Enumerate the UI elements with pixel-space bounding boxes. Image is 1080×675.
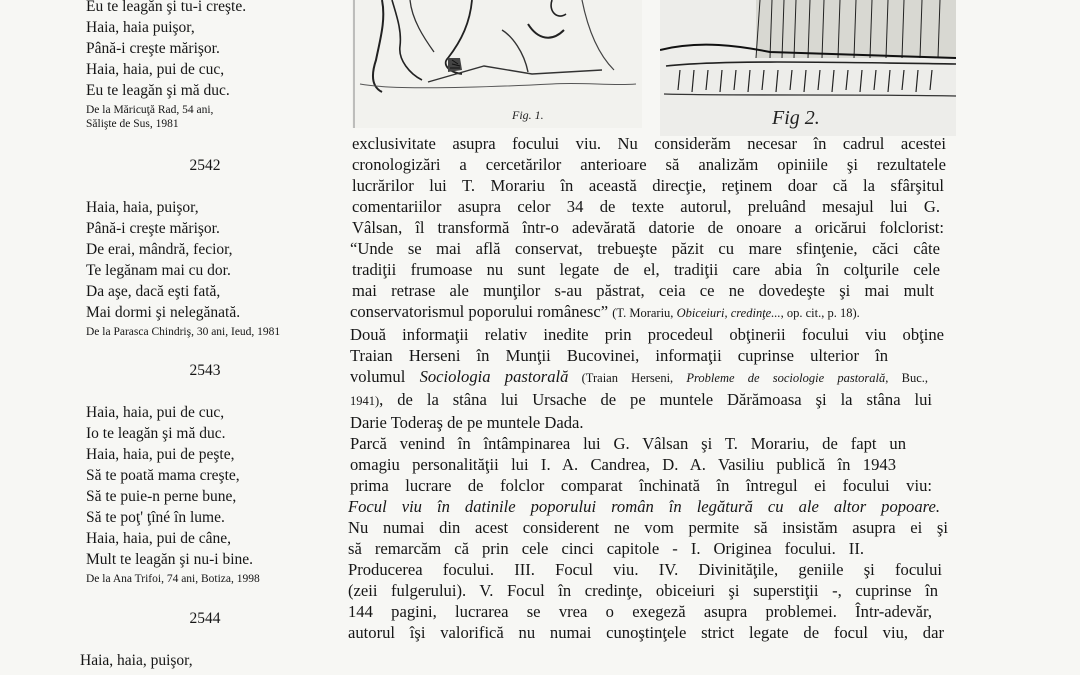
text-line: Darie Toderaş de pe muntele Dada. [350, 413, 584, 432]
text-line: prima lucrare de folclor comparat închinată în întregul ei focului viu: [350, 476, 932, 495]
figure-2-sketch [660, 0, 956, 136]
citation: 1941) [350, 394, 380, 408]
text-line [350, 389, 932, 412]
poem-attribution: Sălişte de Sus, 1981 [86, 118, 179, 130]
figure-1-sketch [352, 0, 642, 128]
text-line: Două informaţii relativ inedite prin procedeul obţinerii focului viu obţine [350, 325, 944, 344]
citation: (T. Morariu, [612, 306, 677, 320]
text-line: mai retrase ale munţilor s-au păstrat, ceia ce ne dovedeşte şi mai mult [352, 281, 934, 300]
text-line: Nu numai din acest considerent ne vom permite să insistăm asupra ei şi [348, 518, 948, 537]
poem-line: Haia, haia, puişor, [86, 199, 199, 216]
fig2-drawing [660, 0, 956, 136]
text-line: lucrărilor lui T. Morariu în această direcţie, reţinem doar că la sfârşitul [352, 176, 944, 195]
text-line: autorul îşi valorifică nu numai cunoştinţele strict legate de focul viu, dar [348, 623, 944, 642]
text-line: (zeii fulgerului). V. Focul în credinţe, obiceiuri şi superstiţii -, cuprinse în [348, 581, 938, 600]
poem-column [0, 0, 330, 675]
poem-line: Haia, haia puişor, [86, 19, 195, 36]
poem-stanza [80, 650, 193, 671]
poem-attribution: De la Parasca Chindriş, 30 ani, Ieud, 1981 [86, 326, 281, 338]
poem-line: Să te poţ' ţîné în lume. [86, 509, 225, 526]
text-line: Parcă venind în întâmpinarea lui G. Vâlsan şi T. Morariu, de fapt un [350, 434, 906, 453]
text-line: 144 pagini, lucrarea se vrea o exegeză asupra problemei. Într-adevăr, [348, 602, 932, 621]
poem-line: Până-i creşte mărişor. [86, 220, 220, 237]
book-title: Sociologia pastorală [419, 367, 569, 386]
poem-stanza [86, 197, 280, 339]
poem-stanza [86, 0, 246, 131]
citation-title: Obiceiuri, credinţe... [676, 306, 781, 320]
text-line: Vâlsan, îl transformă într-o adevărată datorie de onoare a oricărui folclorist: [352, 218, 944, 237]
poem-number: 2543 [189, 362, 221, 379]
book-title-line: Focul viu în datinile poporului român în legătură cu ale altor popoare. [348, 497, 940, 516]
text-line: “Unde se mai află conservat, trebueşte păzit cu mare sfinţenie, căci câte [350, 239, 940, 258]
text-line: Traian Herseni în Munţii Bucovinei, informaţii cuprinse ulterior în [350, 346, 888, 365]
poem-line: Te legănam mai cu dor. [86, 262, 231, 279]
poem-line: Până-i creşte mărişor. [86, 40, 220, 57]
body-text [346, 133, 950, 643]
poem-line: Haia, haia, pui de peşte, [86, 446, 235, 463]
citation: (Traian Herseni, [568, 371, 687, 385]
text-line: exclusivitate asupra focului viu. Nu considerăm necesar în cadrul acestei [352, 134, 946, 153]
poem-number: 2542 [189, 157, 221, 174]
text-fragment: conservatorismul poporului românesc” [350, 302, 609, 321]
text-line: cronologizări a cercetărilor anterioare să analizăm opiniile şi rezultatele [352, 155, 946, 174]
poem-line: Eu te leagăn şi mă duc. [86, 82, 230, 99]
poem-attribution: De la Ana Trifoi, 74 ani, Botiza, 1998 [86, 573, 260, 585]
text-line [350, 301, 944, 324]
poem-number: 2544 [189, 610, 221, 627]
poem-line: Da aşe, dacă eşti fată, [86, 283, 221, 300]
text-fragment: volumul [350, 367, 420, 386]
text-fragment: , de la stâna lui Ursache de pe muntele Dărămoasa şi la stâna lui [379, 390, 932, 409]
fig2-caption: Fig 2. [772, 107, 820, 129]
poem-line: Haia, haia, pui de câne, [86, 530, 232, 547]
poem-stanza [86, 402, 260, 586]
poem-line: Să te poată mama creşte, [86, 467, 240, 484]
poem-line: Haia, haia, puişor, [80, 652, 193, 669]
text-line: omagiu personalităţii lui I. A. Candrea, D. A. Vasiliu publică în 1943 [350, 455, 896, 474]
poem-line: Mult te leagăn şi nu-i bine. [86, 551, 254, 568]
citation: , Buc., [885, 371, 929, 385]
citation-title: Probleme de sociologie pastorală [686, 371, 886, 385]
poem-line: Să te puie-n perne bune, [86, 488, 237, 505]
fig1-caption: Fig. 1. [512, 108, 544, 122]
text-line: să remarcăm că prin cele cinci capitole - I. Originea focului. II. [348, 539, 864, 558]
text-line [350, 366, 928, 389]
poem-line: Haia, haia, pui de cuc, [86, 61, 225, 78]
citation: , op. cit., p. 18). [780, 306, 860, 320]
poem-line: Io te leagăn şi mă duc. [86, 425, 226, 442]
poem-line: Mai dormi şi nelegănată. [86, 304, 241, 321]
poem-line: Haia, haia, pui de cuc, [86, 404, 225, 421]
poem-attribution: De la Măricuţă Rad, 54 ani, [86, 104, 214, 116]
poem-line: Eu te leagăn şi tu-i creşte. [86, 0, 247, 15]
text-line: tradiţii frumoase nu sunt legate de el, tradiţii care abia în colţurile cele [352, 260, 940, 279]
text-line: comentariilor asupra celor 34 de texte autorul, preluând mesajul lui G. [352, 197, 940, 216]
poem-line: De erai, mândră, fecior, [86, 241, 233, 258]
fig1-drawing [352, 0, 642, 128]
text-line: Producerea focului. III. Focul viu. IV. Divinităţile, geniile şi focului [348, 560, 942, 579]
